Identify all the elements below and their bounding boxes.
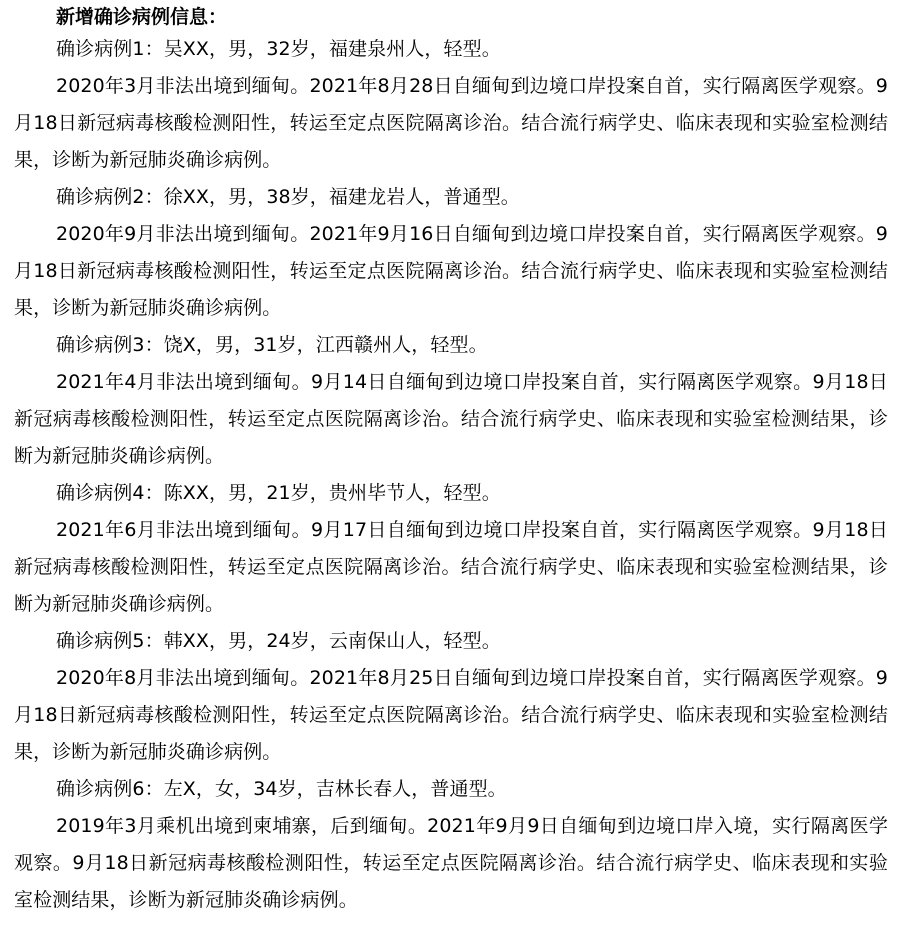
case-6-title: 确诊病例6：左X，女，34岁，吉林长春人，普通型。 [56,778,507,800]
case-5-detail: 2020年8月非法出境到缅甸。2021年8月25日自缅甸到边境口岸投案自首，实行隔离医学观察。9月18日新冠病毒核酸检测阳性，转运至定点医院隔离诊治。结合流行病学史、临床表现和实验室检测结果，诊断为新冠肺炎确诊病例。 [14,667,888,763]
case-3-title: 确诊病例3：饶X，男，31岁，江西赣州人，轻型。 [56,334,488,356]
case-1-detail: 2020年3月非法出境到缅甸。2021年8月28日自缅甸到边境口岸投案自首，实行隔离医学观察。9月18日新冠病毒核酸检测阳性，转运至定点医院隔离诊治。结合流行病学史、临床表现和实验室检测结果，诊断为新冠肺炎确诊病例。 [14,75,888,171]
case-3-detail: 2021年4月非法出境到缅甸。9月14日自缅甸到边境口岸投案自首，实行隔离医学观察。9月18日新冠病毒核酸检测阳性，转运至定点医院隔离诊治。结合流行病学史、临床表现和实验室检测结果，诊断为新冠肺炎确诊病例。 [14,371,888,467]
section-heading: 新增确诊病例信息： [56,6,228,28]
case-6-detail: 2019年3月乘机出境到柬埔寨，后到缅甸。2021年9月9日自缅甸到边境口岸入境，实行隔离医学观察。9月18日新冠病毒核酸检测阳性，转运至定点医院隔离诊治。结合流行病学史、临床表现和实验室检测结果，诊断为新冠肺炎确诊病例。 [14,815,888,911]
case-2-title: 确诊病例2：徐XX，男，38岁，福建龙岩人，普通型。 [56,186,520,208]
case-1-title: 确诊病例1：吴XX，男，32岁，福建泉州人，轻型。 [56,38,501,60]
case-5-title: 确诊病例5：韩XX，男，24岁，云南保山人，轻型。 [56,630,501,652]
case-4-detail: 2021年6月非法出境到缅甸。9月17日自缅甸到边境口岸投案自首，实行隔离医学观察。9月18日新冠病毒核酸检测阳性，转运至定点医院隔离诊治。结合流行病学史、临床表现和实验室检测结果，诊断为新冠肺炎确诊病例。 [14,519,888,615]
case-4-title: 确诊病例4：陈XX，男，21岁，贵州毕节人，轻型。 [56,482,501,504]
case-2-detail: 2020年9月非法出境到缅甸。2021年9月16日自缅甸到边境口岸投案自首，实行隔离医学观察。9月18日新冠病毒核酸检测阳性，转运至定点医院隔离诊治。结合流行病学史、临床表现和实验室检测结果，诊断为新冠肺炎确诊病例。 [14,223,888,319]
